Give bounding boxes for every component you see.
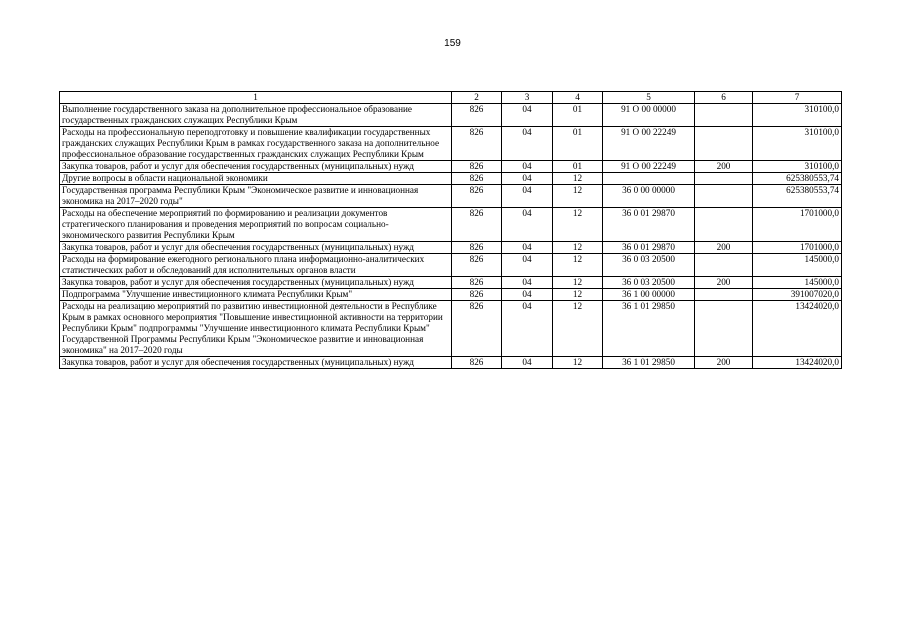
row-name-cell: Другие вопросы в области национальной экономики xyxy=(60,173,452,185)
row-amount: 310100,0 xyxy=(753,161,842,173)
budget-table xyxy=(59,91,842,369)
row-section-code: 04 xyxy=(502,208,553,242)
row-department-code: 826 xyxy=(452,104,502,127)
row-section-code: 04 xyxy=(502,185,553,208)
row-name-cell: Закупка товаров, работ и услуг для обеспечения государственных (муниципальных) нужд xyxy=(60,357,452,369)
row-department-code: 826 xyxy=(452,208,502,242)
row-expense-type-code xyxy=(695,173,753,185)
column-header-5: 5 xyxy=(603,92,695,104)
row-subsection-code: 01 xyxy=(553,161,603,173)
column-header-1: 1 xyxy=(60,92,452,104)
row-name-cell: Закупка товаров, работ и услуг для обеспечения государственных (муниципальных) нужд xyxy=(60,161,452,173)
row-department-code: 826 xyxy=(452,289,502,301)
row-expense-type-code xyxy=(695,104,753,127)
row-section-code: 04 xyxy=(502,104,553,127)
row-expense-type-code xyxy=(695,289,753,301)
row-department-code: 826 xyxy=(452,185,502,208)
row-section-code: 04 xyxy=(502,357,553,369)
row-name-cell: Расходы на формирование ежегодного регионального плана информационно-аналитических статистических работ и обследований для исполнительных органов власти xyxy=(60,254,452,277)
row-section-code: 04 xyxy=(502,161,553,173)
row-target-article-code: 36 0 01 29870 xyxy=(603,208,695,242)
row-target-article-code: 91 О 00 22249 xyxy=(603,127,695,161)
row-expense-type-code xyxy=(695,208,753,242)
column-header-4: 4 xyxy=(553,92,603,104)
row-subsection-code: 12 xyxy=(553,289,603,301)
row-amount: 145000,0 xyxy=(753,277,842,289)
column-header-7: 7 xyxy=(753,92,842,104)
row-subsection-code: 12 xyxy=(553,357,603,369)
row-section-code: 04 xyxy=(502,173,553,185)
table-row xyxy=(60,301,842,357)
row-subsection-code: 12 xyxy=(553,277,603,289)
table-row xyxy=(60,289,842,301)
row-subsection-code: 12 xyxy=(553,254,603,277)
row-subsection-code: 12 xyxy=(553,242,603,254)
table-row xyxy=(60,185,842,208)
table-header-row xyxy=(60,92,842,104)
row-amount: 625380553,74 xyxy=(753,185,842,208)
row-department-code: 826 xyxy=(452,242,502,254)
row-expense-type-code xyxy=(695,185,753,208)
row-section-code: 04 xyxy=(502,127,553,161)
row-name-cell: Выполнение государственного заказа на дополнительное профессиональное образование государственных гражданских служащих Республики Крым xyxy=(60,104,452,127)
row-subsection-code: 12 xyxy=(553,301,603,357)
row-section-code: 04 xyxy=(502,289,553,301)
row-amount: 391007020,0 xyxy=(753,289,842,301)
row-name-cell: Расходы на реализацию мероприятий по развитию инвестиционной деятельности в Республике Крым в рамках основного мероприятия "Повышение инвестиционной активности на территории Республики Крым" подпрограммы "Улучшение инвестиционного климата Республики Крым" Государственной Программы Республики Крым "Экономическое развитие и инновационная экономика" на 2017–2020 годы xyxy=(60,301,452,357)
row-section-code: 04 xyxy=(502,242,553,254)
row-department-code: 826 xyxy=(452,161,502,173)
row-department-code: 826 xyxy=(452,301,502,357)
table-row xyxy=(60,277,842,289)
row-department-code: 826 xyxy=(452,277,502,289)
row-amount: 310100,0 xyxy=(753,104,842,127)
row-target-article-code: 36 0 03 20500 xyxy=(603,277,695,289)
row-target-article-code xyxy=(603,173,695,185)
row-subsection-code: 01 xyxy=(553,104,603,127)
row-department-code: 826 xyxy=(452,127,502,161)
row-subsection-code: 12 xyxy=(553,208,603,242)
page-number: 159 xyxy=(444,38,461,49)
table-row xyxy=(60,173,842,185)
table-body xyxy=(60,104,842,369)
row-amount: 13424020,0 xyxy=(753,301,842,357)
row-target-article-code: 36 1 01 29850 xyxy=(603,301,695,357)
row-name-cell: Расходы на профессиональную переподготовку и повышение квалификации государственных гражданских служащих Республики Крым в рамках государственного заказа на дополнительное профессиональное образование государственных гражданских служащих Республики Крым xyxy=(60,127,452,161)
row-name-cell: Государственная программа Республики Крым "Экономическое развитие и инновационная экономика на 2017–2020 годы" xyxy=(60,185,452,208)
row-expense-type-code xyxy=(695,301,753,357)
row-amount: 13424020,0 xyxy=(753,357,842,369)
row-department-code: 826 xyxy=(452,254,502,277)
row-target-article-code: 36 0 01 29870 xyxy=(603,242,695,254)
row-subsection-code: 01 xyxy=(553,127,603,161)
row-target-article-code: 36 1 00 00000 xyxy=(603,289,695,301)
table-row xyxy=(60,104,842,127)
row-target-article-code: 36 0 00 00000 xyxy=(603,185,695,208)
row-expense-type-code: 200 xyxy=(695,277,753,289)
row-name-cell: Закупка товаров, работ и услуг для обеспечения государственных (муниципальных) нужд xyxy=(60,242,452,254)
table-row xyxy=(60,242,842,254)
row-expense-type-code: 200 xyxy=(695,357,753,369)
row-expense-type-code xyxy=(695,254,753,277)
row-expense-type-code: 200 xyxy=(695,161,753,173)
row-name-cell: Закупка товаров, работ и услуг для обеспечения государственных (муниципальных) нужд xyxy=(60,277,452,289)
row-target-article-code: 36 1 01 29850 xyxy=(603,357,695,369)
row-subsection-code: 12 xyxy=(553,173,603,185)
row-amount: 1701000,0 xyxy=(753,208,842,242)
row-amount: 1701000,0 xyxy=(753,242,842,254)
table-row xyxy=(60,254,842,277)
row-section-code: 04 xyxy=(502,301,553,357)
row-section-code: 04 xyxy=(502,277,553,289)
row-name-cell: Подпрограмма "Улучшение инвестиционного климата Республики Крым" xyxy=(60,289,452,301)
row-expense-type-code xyxy=(695,127,753,161)
row-subsection-code: 12 xyxy=(553,185,603,208)
table-row xyxy=(60,208,842,242)
table-row xyxy=(60,127,842,161)
row-department-code: 826 xyxy=(452,357,502,369)
column-header-2: 2 xyxy=(452,92,502,104)
table-row xyxy=(60,161,842,173)
column-header-6: 6 xyxy=(695,92,753,104)
row-amount: 625380553,74 xyxy=(753,173,842,185)
row-name-cell: Расходы на обеспечение мероприятий по формированию и реализации документов стратегического планирования и проведения мероприятий по вопросам социально-экономического развития Республики Крым xyxy=(60,208,452,242)
row-amount: 145000,0 xyxy=(753,254,842,277)
row-target-article-code: 91 О 00 00000 xyxy=(603,104,695,127)
row-department-code: 826 xyxy=(452,173,502,185)
row-target-article-code: 91 О 00 22249 xyxy=(603,161,695,173)
row-section-code: 04 xyxy=(502,254,553,277)
row-expense-type-code: 200 xyxy=(695,242,753,254)
row-amount: 310100,0 xyxy=(753,127,842,161)
row-target-article-code: 36 0 03 20500 xyxy=(603,254,695,277)
table-row xyxy=(60,357,842,369)
column-header-3: 3 xyxy=(502,92,553,104)
